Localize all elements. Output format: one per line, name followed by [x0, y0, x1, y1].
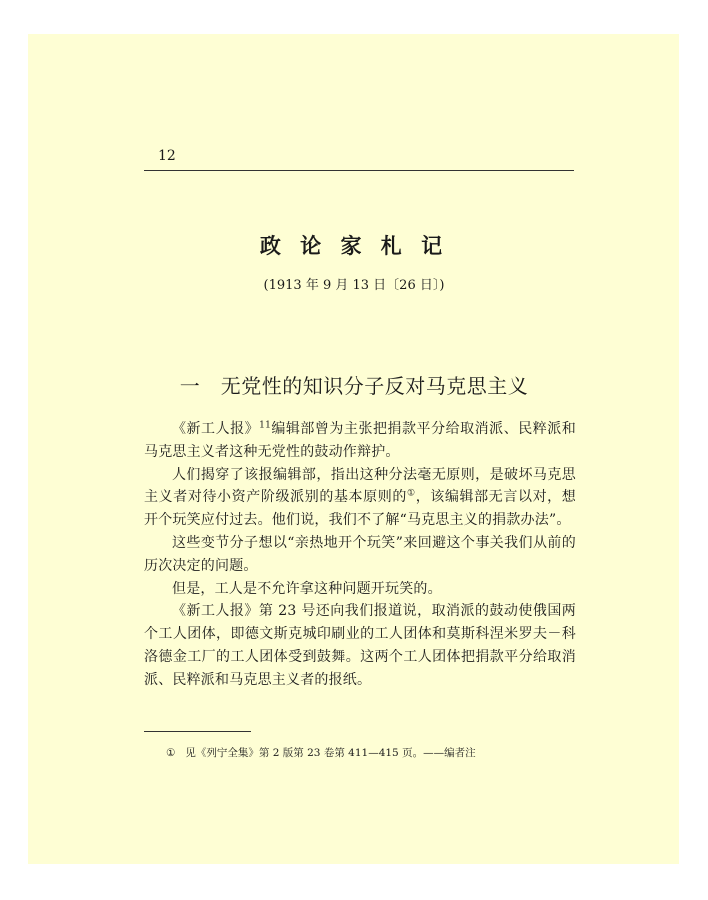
footnote-ref: 11 — [259, 420, 271, 431]
footnote — [166, 745, 476, 760]
paragraph: 但是，工人是不允许拿这种问题开玩笑的。 — [172, 580, 442, 597]
paragraph: 这些变节分子想以“亲热地开个玩笑”来回避这个事关我们从前的历次决定的问题。 — [144, 534, 576, 574]
running-header — [144, 146, 574, 171]
article-date: (1913 年 9 月 13 日〔26 日〕) — [263, 278, 445, 293]
footnote-divider — [144, 731, 251, 732]
section-heading: 一 无党性的知识分子反对马克思主义 — [179, 374, 529, 398]
paragraph: 《新工人报》$^{11}$编辑部曾为主张把捐款平分给取消派、民粹派和马克思主义者这种无党性的鼓动作辩护。 — [144, 420, 576, 460]
paragraph: 《新工人报》第 23 号还向我们报道说，取消派的鼓动使俄国两个工人团体，即德文斯克城印刷业的工人团体和莫斯科涅米罗夫－科洛德金工厂的工人团体受到鼓舞。这两个工人团体把捐款平分给取消派、民粹派和马克思主义者的报纸。 — [144, 603, 576, 688]
body-text — [144, 418, 576, 692]
paragraph: 人们揭穿了该报编辑部，指出这种分法毫无原则，是破坏马克思主义者对待小资产阶级派别的基本原则的①，该编辑部无言以对，想开个玩笑应付过去。他们说，我们不了解“马克思主义的捐款办法”。 — [144, 466, 576, 529]
article-title: 政 论 家 札 记 — [259, 234, 449, 258]
footnote-ref: ① — [407, 488, 416, 499]
footnote-text: 见《列宁全集》第 2 版第 23 卷第 411—415 页。——编者注 — [185, 747, 476, 759]
footnote-mark: ① — [166, 747, 176, 759]
page-number: 12 — [158, 148, 176, 164]
